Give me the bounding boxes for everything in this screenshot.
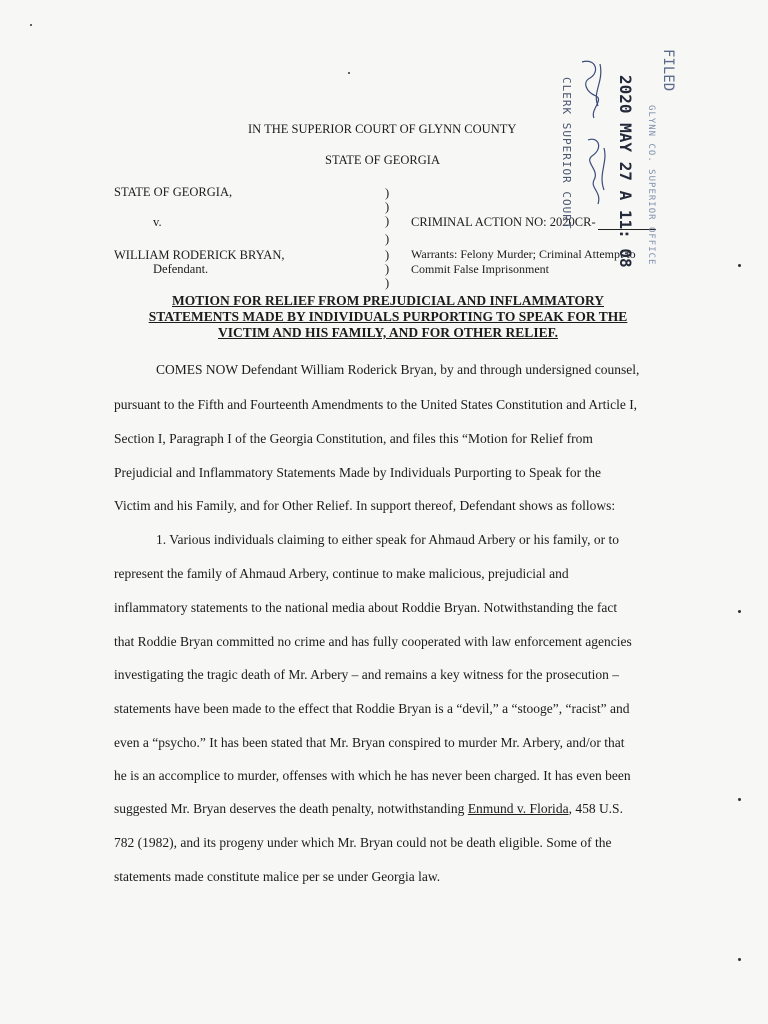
court-name: IN THE SUPERIOR COURT OF GLYNN COUNTY [248, 122, 517, 136]
caption-paren: ) [385, 200, 390, 214]
warrants-line-1: Warrants: Felony Murder; Criminal Attempt to [411, 247, 636, 261]
caption-paren: ) [385, 232, 390, 246]
stamp-datetime: 2020 MAY 27 A 11: 08 [616, 75, 635, 268]
caption-paren: ) [385, 248, 390, 262]
caption-paren: ) [385, 276, 390, 290]
scan-speck [738, 264, 741, 267]
warrants-line-2: Commit False Imprisonment [411, 262, 549, 276]
body-line: Victim and his Family, and for Other Relief. In support thereof, Defendant shows as follows: [114, 498, 616, 513]
motion-title [100, 293, 676, 341]
court-state: STATE OF GEORGIA [325, 153, 440, 167]
body-line: COMES NOW Defendant William Roderick Bryan, by and through undersigned counsel, [156, 362, 640, 377]
body-line: 1. Various individuals claiming to either speak for Ahmaud Arbery or his family, or to [156, 532, 620, 547]
clerk-signature [574, 52, 634, 222]
body-line: statements have been made to the effect that Roddie Bryan is a “devil,” a “stooge”, “racist” and [114, 701, 630, 716]
motion-title-line: STATEMENTS MADE BY INDIVIDUALS PURPORTING TO SPEAK FOR THE [148, 309, 628, 324]
body-text: suggested Mr. Bryan deserves the death penalty, notwithstanding [114, 801, 468, 816]
body-text: , 458 U.S. [568, 801, 623, 816]
body-line: investigating the tragic death of Mr. Arbery – and remains a key witness for the prosecution – [114, 667, 619, 682]
body-line: represent the family of Ahmaud Arbery, continue to make malicious, prejudicial and [114, 566, 569, 581]
scan-speck [348, 72, 350, 74]
case-citation: Enmund v. Florida [467, 801, 569, 816]
case-number-text: CRIMINAL ACTION NO: 2020CR- [411, 215, 596, 229]
caption-defendant-label: Defendant. [153, 262, 209, 276]
caption-plaintiff: STATE OF GEORGIA, [114, 185, 233, 199]
body-line: Section I, Paragraph I of the Georgia Constitution, and files this “Motion for Relief from [114, 431, 593, 446]
caption-paren: ) [385, 214, 390, 228]
stamp-office: GLYNN CO. SUPERIOR OFFICE [646, 105, 656, 266]
scan-speck [738, 958, 741, 961]
body-line [114, 801, 623, 817]
body-line: statements made constitute malice per se under Georgia law. [114, 869, 441, 884]
body-line: inflammatory statements to the national media about Roddie Bryan. Notwithstanding the fact [114, 600, 618, 615]
stamp-clerk: CLERK SUPERIOR COURT [560, 77, 573, 230]
body-line: that Roddie Bryan committed no crime and has fully cooperated with law enforcement agencies [114, 634, 632, 649]
caption-defendant-name: WILLIAM RODERICK BRYAN, [114, 248, 285, 262]
motion-title-line: MOTION FOR RELIEF FROM PREJUDICIAL AND INFLAMMATORY [171, 293, 605, 308]
caption-paren: ) [385, 186, 390, 200]
caption-paren: ) [385, 262, 390, 276]
body-line: even a “psycho.” It has been stated that Mr. Bryan conspired to murder Mr. Arbery, and/or that [114, 735, 625, 750]
body-line: Prejudicial and Inflammatory Statements Made by Individuals Purporting to Speak for the [114, 465, 602, 480]
motion-title-line: VICTIM AND HIS FAMILY, AND FOR OTHER RELIEF. [218, 325, 558, 340]
stamp-filed: FILED [660, 49, 676, 92]
scan-speck [738, 798, 741, 801]
scan-speck [738, 610, 741, 613]
body-line: pursuant to the Fifth and Fourteenth Amendments to the United States Constitution and Article I, [114, 397, 638, 412]
body-line: 782 (1982), and its progeny under which Mr. Bryan could not be death eligible. Some of the [114, 835, 612, 850]
body-line: he is an accomplice to murder, offenses with which he has never been charged. It has even been [114, 768, 631, 783]
scan-speck [30, 24, 32, 26]
caption-versus: v. [153, 215, 162, 229]
